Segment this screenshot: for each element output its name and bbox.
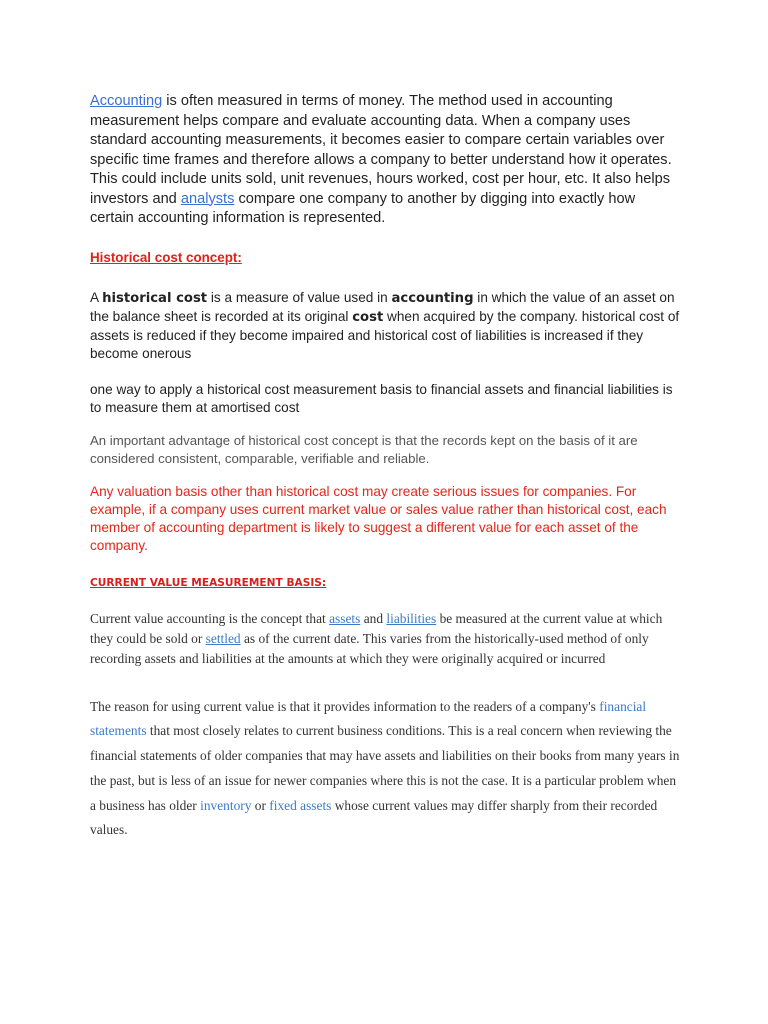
- hc-text-2: is a measure of value used in: [207, 289, 392, 305]
- intro-text-1: is often measured in terms of money. The method used in accounting measurement helps compare and evaluate accounting data. When a company uses standard accounting measurements, it becomes easier to compare certain variables over specific time frames and therefore allows a company to better understand how it operates. This could include units sold, unit revenues, hours worked, cost per hour, etc. It also helps investors and: [90, 93, 672, 207]
- intro-paragraph: [90, 92, 680, 229]
- advantage-paragraph: An important advantage of historical cost concept is that the records kept on the basis of it are considered consistent, comparable, verifiable and reliable.: [90, 432, 638, 466]
- analysts-link[interactable]: analysts: [180, 190, 235, 207]
- fixed-assets-link[interactable]: fixed assets: [269, 797, 332, 813]
- reason-text-2: that most closely relates to current business conditions. This is a real concern when reviewing the financial statements of older companies that may have assets and liabilities on their books from many years in the past, but is less of an issue for newer companies where this is not the case. It is a particular problem when a business has older: [90, 723, 680, 813]
- historical-cost-heading: Historical cost concept:: [90, 249, 242, 265]
- amortised-cost-paragraph: one way to apply a historical cost measurement basis to financial assets and financial liabilities is to measure them at amortised cost: [90, 381, 673, 415]
- valuation-warning-paragraph: Any valuation basis other than historical cost may create serious issues for companies. For example, if a company uses current market value or sales value rather than historical cost, each member of accounting department is likely to suggest a different value for each asset of the company.: [90, 483, 667, 553]
- hc-bold-cost: cost: [352, 309, 384, 325]
- hc-bold-accounting: accounting: [391, 290, 474, 306]
- liabilities-link[interactable]: liabilities: [386, 610, 437, 626]
- reason-text-3: or: [251, 797, 270, 813]
- hc-bold-historical-cost: historical cost: [102, 290, 208, 306]
- cv-text-4: as of the current date. This varies from the historically-used method of only recording assets and liabilities at the amounts at which they were originally acquired or incurred: [90, 630, 649, 666]
- inventory-link[interactable]: inventory: [200, 797, 252, 813]
- hc-text-1: A: [90, 289, 103, 305]
- current-value-heading: CURRENT VALUE MEASUREMENT BASIS:: [90, 576, 327, 589]
- hc-text-3: in which the value of an asset on the balance sheet is recorded at its original: [90, 289, 675, 324]
- current-value-paragraph: [90, 609, 680, 669]
- cv-text-3: be measured at the current value at which they could be sold or: [90, 610, 663, 646]
- cv-text-2: and: [360, 610, 387, 626]
- assets-link[interactable]: assets: [329, 610, 361, 626]
- historical-cost-paragraph: [90, 289, 680, 363]
- hc-text-4: when acquired by the company. historical cost of assets is reduced if they become impaired and historical cost of liabilities is increased if they become onerous: [90, 308, 680, 361]
- document-page: [90, 92, 680, 843]
- settled-link[interactable]: settled: [205, 630, 241, 646]
- reason-text-1: The reason for using current value is that it provides information to the readers of a company's: [90, 698, 600, 714]
- reason-text-4: whose current values may differ sharply from their recorded values.: [90, 797, 658, 838]
- financial-statements-link[interactable]: financial statements: [90, 698, 647, 739]
- accounting-link[interactable]: Accounting: [90, 93, 163, 109]
- intro-text-2: compare one company to another by digging into exactly how certain accounting information is represented.: [90, 190, 636, 226]
- cv-text-1: Current value accounting is the concept that: [90, 610, 330, 626]
- current-value-reason-paragraph: [90, 695, 680, 844]
